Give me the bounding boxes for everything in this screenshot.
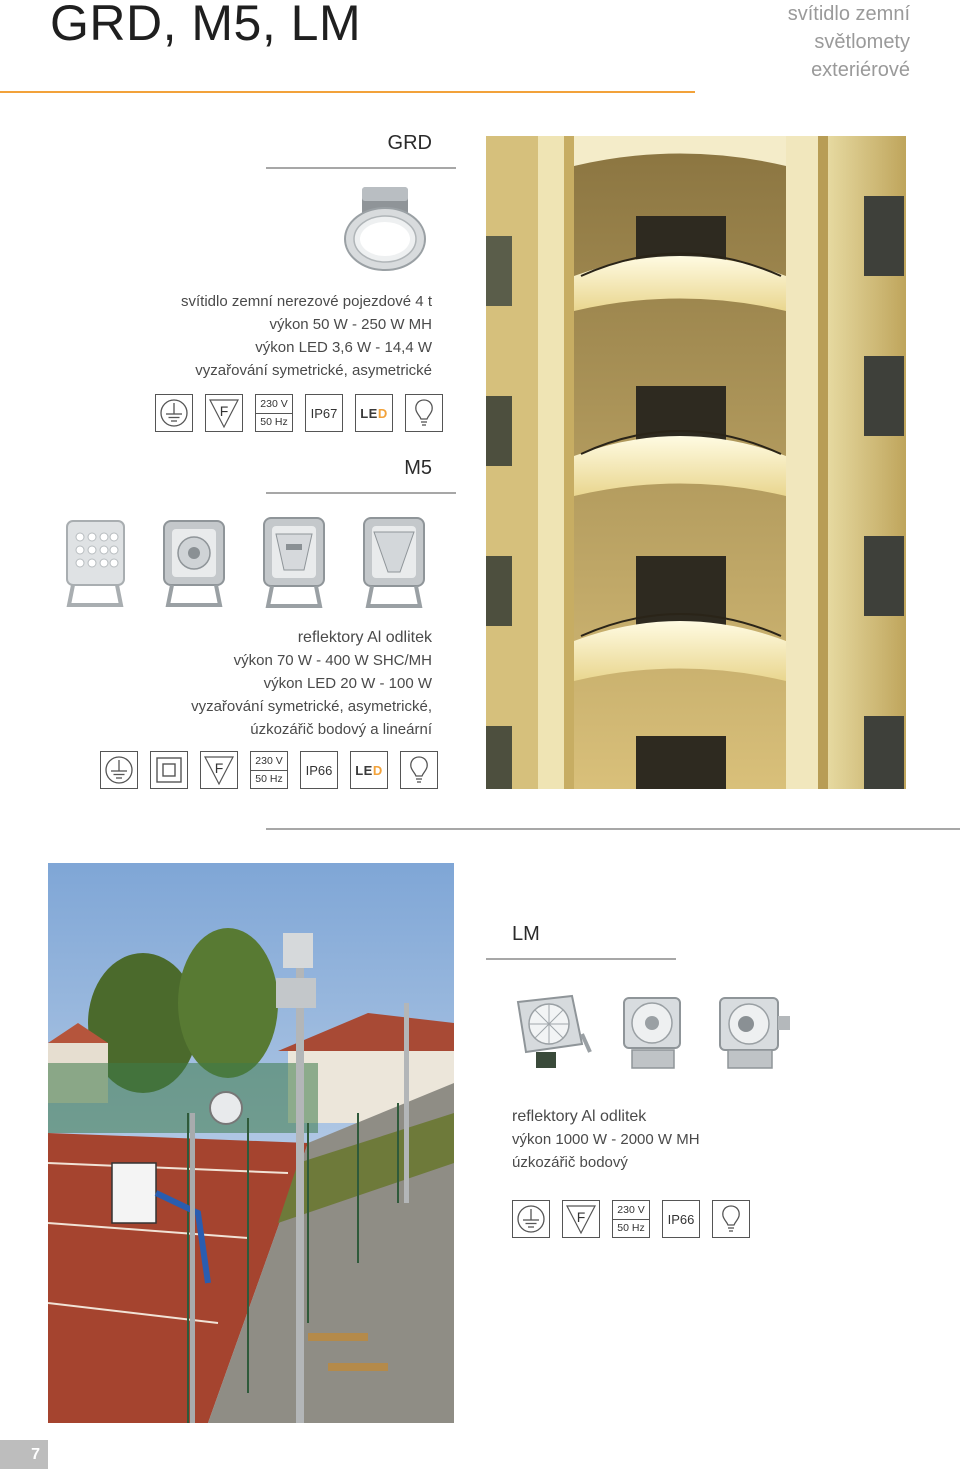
ip-rating: IP66 (305, 762, 333, 778)
f-mark-icon (562, 1200, 600, 1238)
lm-section-rule (486, 958, 676, 960)
lm-spec-icons (512, 1200, 750, 1238)
grd-f-mark: F (219, 403, 229, 419)
m5-section-rule (266, 492, 456, 494)
m5-floodlight-linear-image (360, 514, 428, 610)
lm-floodlight-1-image (512, 994, 592, 1072)
voltage-icon (612, 1200, 650, 1238)
grd-product-image (340, 183, 430, 275)
earth-ground-icon (100, 751, 138, 789)
category-line-3: exteriérové (811, 59, 910, 81)
page-title: GRD, M5, LM (50, 0, 362, 51)
bulb-icon (400, 751, 438, 789)
led-prefix: LE (360, 405, 378, 421)
grd-desc-line: vyzařování symetrické, asymetrické (195, 362, 432, 379)
header-accent-rule (0, 91, 695, 93)
category-line-1: svítidlo zemní (787, 3, 910, 25)
led-suffix: D (377, 405, 388, 421)
m5-section-title: M5 (404, 457, 432, 479)
led-icon (355, 394, 393, 432)
grd-description (150, 290, 432, 382)
voltage-value: 230 V (251, 753, 287, 771)
m5-desc-line: výkon LED 20 W - 100 W (263, 675, 432, 692)
frequency-value: 50 Hz (617, 1221, 645, 1234)
earth-ground-icon (155, 394, 193, 432)
frequency-value: 50 Hz (260, 415, 288, 428)
page-number: 7 (0, 1440, 48, 1469)
m5-floodlight-asym-image (260, 514, 328, 610)
lm-floodlight-2-image (618, 994, 688, 1072)
grd-section-rule (266, 167, 456, 169)
bulb-icon (712, 1200, 750, 1238)
grd-section-title: GRD (387, 132, 432, 154)
ip-rating-icon (300, 751, 338, 789)
grd-desc-line: svítidlo zemní nerezové pojezdové 4 t (181, 293, 432, 310)
led-suffix: D (372, 762, 383, 778)
earth-ground-icon (512, 1200, 550, 1238)
ip-rating-icon (305, 394, 343, 432)
grd-spec-icons (155, 394, 443, 432)
led-prefix: LE (355, 762, 373, 778)
lm-desc-line: reflektory Al odlitek (512, 1108, 647, 1125)
lm-section-title: LM (512, 923, 540, 945)
voltage-value: 230 V (256, 396, 292, 414)
ip-rating-icon (662, 1200, 700, 1238)
double-insulation-icon (150, 751, 188, 789)
lm-desc-line: úzkozářič bodový (512, 1154, 628, 1171)
led-icon (350, 751, 388, 789)
lm-desc-line: výkon 1000 W - 2000 W MH (512, 1131, 700, 1148)
grd-desc-line: výkon LED 3,6 W - 14,4 W (255, 339, 432, 356)
voltage-icon (255, 394, 293, 432)
grd-desc-line: výkon 50 W - 250 W MH (269, 316, 432, 333)
voltage-icon (250, 751, 288, 789)
voltage-value: 230 V (613, 1202, 649, 1220)
sports-field-photo (48, 863, 454, 1423)
f-mark-icon (200, 751, 238, 789)
category-label (670, 0, 910, 84)
ip-rating: IP66 (667, 1211, 695, 1227)
m5-description (150, 626, 432, 741)
m5-led-floodlight-image (63, 517, 128, 609)
lm-description (512, 1105, 812, 1174)
bulb-icon (405, 394, 443, 432)
m5-desc-line: reflektory Al odlitek (297, 629, 432, 646)
lm-floodlight-3-image (716, 994, 792, 1072)
m5-floodlight-sym-image (160, 517, 228, 609)
section-divider-rule (266, 828, 960, 830)
building-facade-photo (486, 136, 906, 789)
m5-spec-icons (100, 751, 438, 789)
m5-desc-line: vyzařování symetrické, asymetrické, (191, 698, 432, 715)
f-mark-icon (205, 394, 243, 432)
m5-desc-line: výkon 70 W - 400 W SHC/MH (233, 652, 432, 669)
lm-f-mark: F (576, 1209, 586, 1225)
frequency-value: 50 Hz (255, 772, 283, 785)
ip-rating: IP67 (310, 405, 338, 421)
m5-f-mark: F (214, 760, 224, 776)
category-line-2: světlomety (814, 31, 910, 53)
m5-desc-line: úzkozářič bodový a lineární (250, 721, 432, 738)
